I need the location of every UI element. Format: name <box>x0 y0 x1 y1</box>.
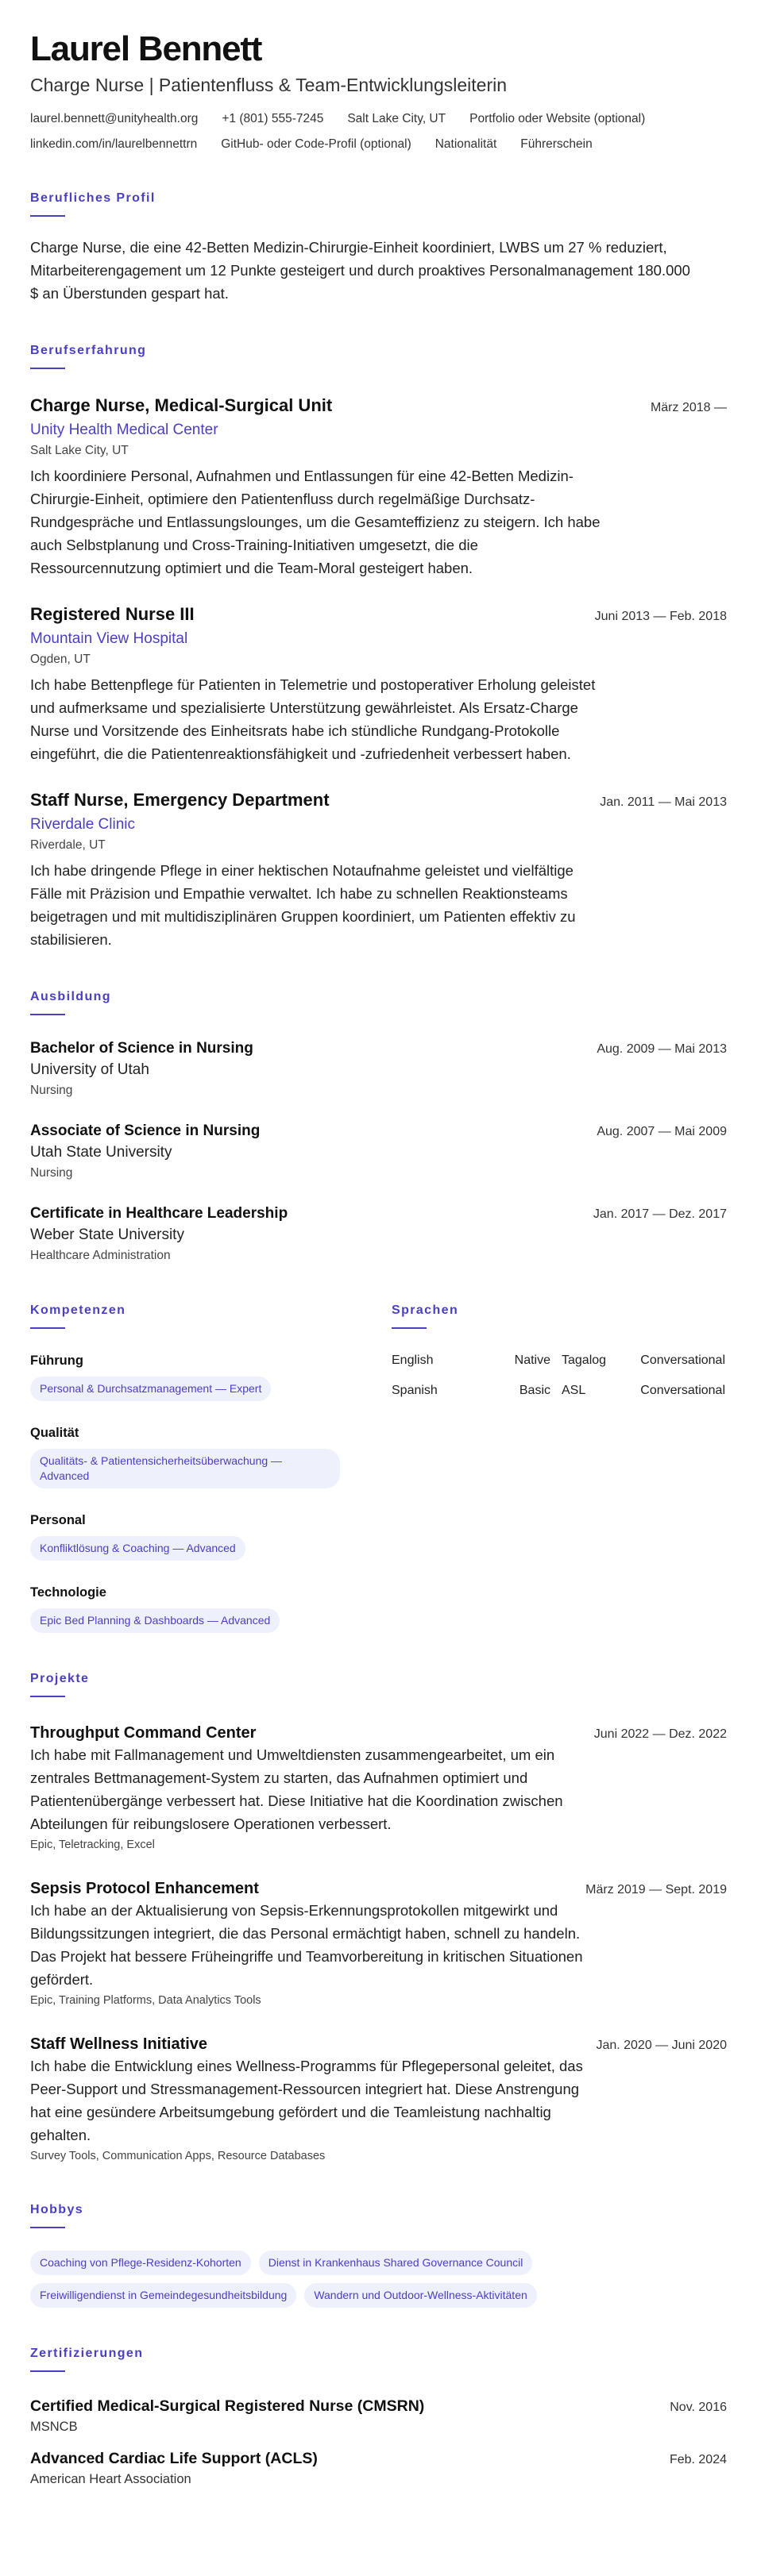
section-title-languages: Sprachen <box>392 1303 459 1317</box>
education-school: Weber State University <box>30 1226 184 1243</box>
certification-date: Nov. 2016 <box>670 2401 727 2414</box>
job-date: Jan. 2011 — Mai 2013 <box>600 795 727 809</box>
project-tools: Survey Tools, Communication Apps, Resource Databases <box>30 2150 326 2162</box>
education-list <box>30 1039 727 1265</box>
job-organization: Unity Health Medical Center <box>30 422 218 438</box>
education-item <box>30 1039 727 1099</box>
hobby-pill: Coaching von Pflege-Residenz-Kohorten <box>30 2251 251 2275</box>
skill-pill: Qualitäts- & Patientensicherheitsüberwachung — Advanced <box>30 1449 340 1488</box>
languages-column <box>392 1265 725 1633</box>
candidate-name: Laurel Bennett <box>30 29 262 68</box>
section-title-projects: Projekte <box>30 1672 90 1685</box>
job-title: Charge Nurse, Medical-Surgical Unit <box>30 395 333 415</box>
contact-portfolio[interactable]: Portfolio oder Website (optional) <box>469 112 646 125</box>
language-level: Conversational <box>640 1384 725 1397</box>
job-location: Ogden, UT <box>30 653 91 666</box>
skills-column <box>30 1265 392 1633</box>
job-location: Riverdale, UT <box>30 838 106 852</box>
project-item <box>30 2034 727 2164</box>
candidate-subtitle: Charge Nurse | Patientenfluss & Team-Entwicklungsleiterin <box>30 75 507 95</box>
certification-date: Feb. 2024 <box>669 2453 727 2466</box>
project-title: Throughput Command Center <box>30 1724 257 1742</box>
project-date: Juni 2022 — Dez. 2022 <box>593 1727 727 1741</box>
section-underline <box>392 1327 427 1329</box>
education-date: Aug. 2007 — Mai 2009 <box>597 1125 727 1138</box>
language-level: Conversational <box>640 1353 725 1367</box>
experience-item <box>30 395 727 580</box>
section-title-skills: Kompetenzen <box>30 1303 126 1317</box>
education-school: Utah State University <box>30 1144 172 1161</box>
project-description: Ich habe an der Aktualisierung von Sepsis-Erkennungsprotokollen mitgewirkt und Bildungssitzungen integriert, die das Personal ermächtigt haben, schnell zu handeln. Das Projekt hat bessere Früheingriffe und Teamvorbereitung in kritischen Situationen gefördert. <box>30 1902 583 1988</box>
certification-issuer: MSNCB <box>30 2420 78 2434</box>
education-field: Nursing <box>30 1166 73 1180</box>
section-underline <box>30 1696 65 1697</box>
education-date: Aug. 2009 — Mai 2013 <box>597 1042 727 1056</box>
job-title: Registered Nurse III <box>30 604 195 624</box>
education-item <box>30 1122 727 1182</box>
contact-github[interactable]: GitHub- oder Code-Profil (optional) <box>221 137 411 151</box>
job-description: Ich habe Bettenpflege für Patienten in Telemetrie und postoperativer Erholung geleistet und aufmerksame und spezialisierte Unterstützung gewährleistet. Als Ersatz-Charge Nurse und Vorsitzende des Einheitsrats habe ich stündliche Rundgang-Protokolle eingeführt, die die Patientenreaktionsfähigkeit und -zufriedenheit verbessert haben. <box>30 676 596 762</box>
projects-list <box>30 1723 727 2164</box>
skills-languages-row <box>30 1265 727 1633</box>
experience-item <box>30 789 727 951</box>
language-name: Tagalog <box>562 1353 607 1367</box>
education-degree: Bachelor of Science in Nursing <box>30 1040 253 1057</box>
skill-category: Führung <box>30 1353 83 1368</box>
certifications-list <box>30 2396 727 2488</box>
hobby-pill: Wandern und Outdoor-Wellness-Aktivitäten <box>304 2283 536 2308</box>
project-description: Ich habe die Entwicklung eines Wellness-Programms für Pflegepersonal geleitet, das Peer-Support und Stressmanagement-Ressourcen integriert hat. Diese Anstrengung hat eine gesündere Arbeitsumgebung gefördert und die Teamleistung nachhaltig gehalten. <box>30 2058 583 2143</box>
certification-issuer: American Heart Association <box>30 2472 191 2486</box>
job-date: März 2018 — <box>650 401 727 414</box>
section-underline <box>30 2370 65 2372</box>
job-location: Salt Lake City, UT <box>30 444 129 457</box>
contact-license: Führerschein <box>520 137 593 151</box>
skill-category: Technologie <box>30 1585 106 1600</box>
job-description: Ich habe dringende Pflege in einer hektischen Notaufnahme geleistet und vielfältige Fälle mit Präzision und Empathie verwaltet. Ich habe zu schnellen Reaktionsteams beigetragen und mit multidisziplinären Gruppen koordiniert, um Patienten effektiv zu stabilisieren. <box>30 862 576 948</box>
skill-category: Personal <box>30 1513 86 1527</box>
project-title: Sepsis Protocol Enhancement <box>30 1880 259 1897</box>
section-underline <box>30 2227 65 2228</box>
education-school: University of Utah <box>30 1061 149 1078</box>
job-title: Staff Nurse, Emergency Department <box>30 790 330 810</box>
project-description: Ich habe mit Fallmanagement und Umweltdiensten zusammengearbeitet, um ein zentrales Bettmanagement-System zu starten, das Aufnahmen optimiert und Patientenübergänge verbessert hat. Diese Initiative hat die Koordination zwischen Abteilungen für reibungslosere Operationen verbessert. <box>30 1746 563 1832</box>
language-level: Basic <box>519 1384 550 1397</box>
contact-list <box>30 111 727 152</box>
profile-summary: Charge Nurse, die eine 42-Betten Medizin-Chirurgie-Einheit koordiniert, LWBS um 27 % reduziert, Mitarbeiterengagement um 12 Punkte gesteigert und durch proaktives Personalmanagement 180.000 $ an Überstunden gespart hat. <box>30 239 690 302</box>
project-date: März 2019 — Sept. 2019 <box>585 1883 727 1896</box>
project-tools: Epic, Teletracking, Excel <box>30 1839 155 1851</box>
section-underline <box>30 1327 65 1329</box>
section-title-hobbies: Hobbys <box>30 2203 84 2216</box>
section-underline <box>30 1014 65 1015</box>
section-title-education: Ausbildung <box>30 990 111 1003</box>
project-date: Jan. 2020 — Juni 2020 <box>596 2039 727 2052</box>
education-field: Nursing <box>30 1084 73 1097</box>
project-item <box>30 1723 727 1853</box>
section-underline <box>30 368 65 369</box>
job-description: Ich koordiniere Personal, Aufnahmen und Entlassungen für eine 42-Betten Medizin-Chirurgie-Einheit, optimiere den Patientenfluss durch regelmäßige Durchsatz-Rundgespräche und Entlassungslounges, um die Gesamteffizienz zu steigern. Ich habe auch Selbstplanung und Cross-Training-Initiativen umgesetzt, die die Ressourcennutzung optimiert und die Team-Moral gesteigert haben. <box>30 468 601 576</box>
project-item <box>30 1878 727 2008</box>
education-degree: Associate of Science in Nursing <box>30 1122 261 1139</box>
languages-grid <box>392 1353 725 1399</box>
contact-nationality: Nationalität <box>435 137 497 151</box>
language-name: ASL <box>562 1384 586 1397</box>
experience-list <box>30 395 727 951</box>
education-date: Jan. 2017 — Dez. 2017 <box>593 1207 727 1221</box>
job-date: Juni 2013 — Feb. 2018 <box>594 610 727 623</box>
project-tools: Epic, Training Platforms, Data Analytics Tools <box>30 1994 261 2007</box>
job-organization: Mountain View Hospital <box>30 630 188 647</box>
contact-linkedin[interactable]: linkedin.com/in/laurelbennettrn <box>30 137 198 151</box>
certification-title: Advanced Cardiac Life Support (ACLS) <box>30 2450 318 2467</box>
job-organization: Riverdale Clinic <box>30 816 135 833</box>
certification-title: Certified Medical-Surgical Registered Nurse (CMSRN) <box>30 2397 425 2415</box>
language-name: Spanish <box>392 1384 438 1397</box>
hobby-pill: Freiwilligendienst in Gemeindegesundheitsbildung <box>30 2283 296 2308</box>
section-title-certifications: Zertifizierungen <box>30 2347 144 2360</box>
hobbies-list <box>30 2243 727 2308</box>
skill-pill: Epic Bed Planning & Dashboards — Advanced <box>30 1608 280 1633</box>
contact-email[interactable]: laurel.bennett@unityhealth.org <box>30 112 199 125</box>
certification-item <box>30 2396 727 2435</box>
contact-location: Salt Lake City, UT <box>347 112 446 125</box>
education-field: Healthcare Administration <box>30 1249 171 1262</box>
hobby-pill: Dienst in Krankenhaus Shared Governance Council <box>259 2251 533 2275</box>
language-level: Native <box>514 1353 550 1367</box>
education-item <box>30 1204 727 1265</box>
language-name: English <box>392 1353 434 1367</box>
contact-phone[interactable]: +1 (801) 555-7245 <box>222 112 324 125</box>
skill-category: Qualität <box>30 1426 79 1440</box>
section-title-profile: Berufliches Profil <box>30 191 156 205</box>
skill-pill: Konfliktlösung & Coaching — Advanced <box>30 1536 245 1561</box>
section-underline <box>30 215 65 217</box>
experience-item <box>30 603 727 765</box>
certification-item <box>30 2448 727 2488</box>
skill-pill: Personal & Durchsatzmanagement — Expert <box>30 1377 271 1401</box>
section-title-experience: Berufserfahrung <box>30 344 147 357</box>
project-title: Staff Wellness Initiative <box>30 2035 208 2053</box>
education-degree: Certificate in Healthcare Leadership <box>30 1205 288 1222</box>
